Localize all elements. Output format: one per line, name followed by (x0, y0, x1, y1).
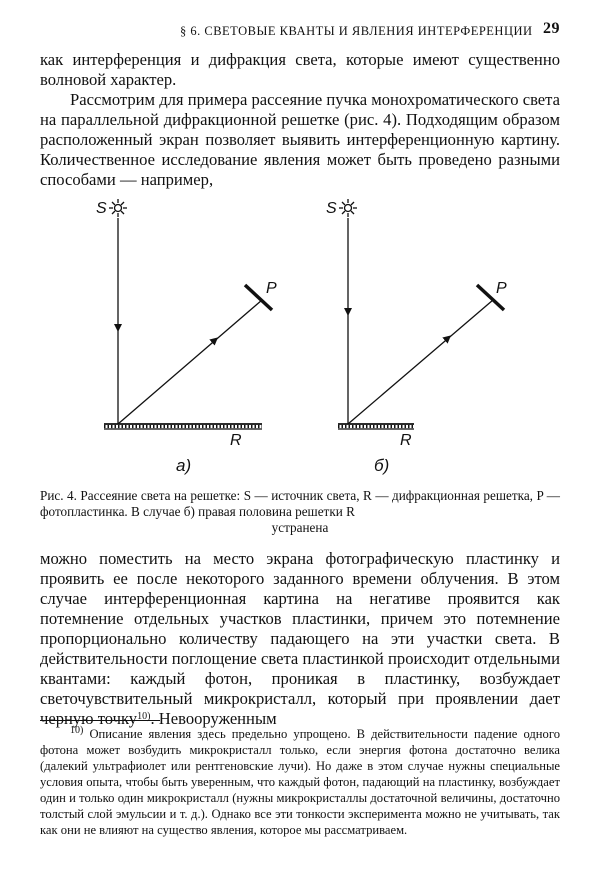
diffracted-beam-b (348, 300, 493, 424)
figure-4 (40, 188, 560, 488)
paragraph-photoplate-tail: . Невооруженным (150, 709, 277, 728)
panel-a (104, 199, 272, 429)
label-grating-a: R (230, 432, 242, 449)
body-text-bottom (40, 549, 560, 729)
grating-b (338, 424, 414, 429)
footnote-body (40, 726, 560, 838)
label-source-a: S (96, 200, 107, 217)
section-title: § 6. СВЕТОВЫЕ КВАНТЫ И ЯВЛЕНИЯ ИНТЕРФЕРЕНЦИИ (180, 24, 533, 38)
paragraph-grating: Рассмотрим для примера рассеяние пучка монохроматического света на параллельной дифракционной решетке (рис. 4). Подходящим образом расположенный экран позволяет выявить интерференционную картину. Количественное исследование явления может быть проведено разными способами — например, (40, 90, 560, 189)
footnote (40, 726, 560, 838)
label-case-b: б) (374, 456, 390, 475)
label-plate-b: P (496, 280, 507, 297)
light-source-b-icon (339, 199, 357, 217)
light-source-a-icon (109, 199, 127, 217)
page-number: 29 (543, 20, 560, 37)
body-text-top (40, 50, 560, 190)
caption-last-line: устранена (271, 520, 329, 535)
label-grating-b: R (400, 432, 412, 449)
paragraph-photoplate-text: можно поместить на место экрана фотографическую пластинку и проявить ее после некоторого заданного времени облучения. В этом случае интерференционная картина на негативе проявится как потемнение отдельных участков пластинки, причем это потемнение пропорционально количеству падающего на эти участки света. В действительности поглощение света пластинкой происходит отдельными квантами: каждый фотон, проникая в пластинку, возбуждает светочувствительный микрокристалл, который при проявлении дает черную точку (40, 549, 560, 728)
figure-caption (40, 488, 560, 536)
footnote-mark: 10) (70, 725, 84, 736)
label-plate-a: P (266, 280, 277, 297)
figure-4-diagram (40, 188, 560, 488)
paragraph-photoplate (40, 549, 560, 729)
label-case-a: а) (176, 456, 192, 475)
diffracted-beam-a (118, 300, 262, 424)
grating-a (104, 424, 262, 429)
panel-b (338, 199, 504, 429)
label-source-b: S (326, 200, 337, 217)
footnote-text: Описание явления здесь предельно упрощено. В действительности падение одного фотона может возбудить микрокристалл только, если энергия фотона достаточно велика (далекий ультрафиолет или рентгеновские лучи). Но даже в этом случае нужны специальные условия опыта, чтобы быть уверенным, что каждый фотон, падающий на пластинку, возбуждает один и только один микрокристалл (нужны микрокристаллы достаточной величины, достаточно толстый слой эмульсии и т. д.). Однако все эти тонкости эксперимента можно не учитывать, так как они не влияют на существо явления, которое мы рассматриваем. (40, 727, 560, 837)
footnote-ref[interactable]: 10) (137, 711, 151, 722)
caption-text: Рис. 4. Рассеяние света на решетке: S — источник света, R — дифракционная решетка, P — фотопластинка. В случае б) правая половина решетки R (40, 488, 560, 519)
running-head (40, 20, 560, 42)
footnote-rule (40, 720, 160, 721)
paragraph-continued: как интерференция и дифракция света, которые имеют существенно волновой характер. (40, 50, 560, 89)
